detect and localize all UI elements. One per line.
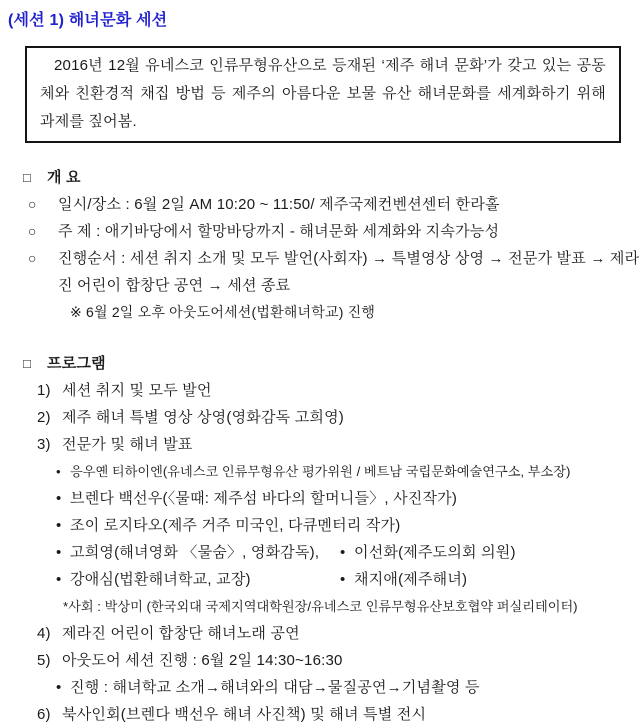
program-item-2: [0, 404, 643, 431]
circle-bullet-icon: ○: [28, 250, 37, 266]
speaker-text: 조이 로지타오(제주 거주 미국인, 다큐멘터리 작가): [70, 517, 401, 534]
dot-bullet-icon: •: [56, 571, 62, 588]
program-item-text: 제주 해녀 특별 영상 상영(영화감독 고희영): [62, 409, 344, 426]
dot-bullet-icon: •: [56, 464, 61, 479]
speaker-item: [340, 566, 467, 593]
moderator-text: *사회 : 박상미 (한국외대 국제지역대학원장/유네스코 인류무형유산보호협약 퍼실리테이터): [63, 599, 578, 614]
overview-heading-label: 개 요: [47, 169, 81, 186]
document-page: [0, 10, 643, 723]
item-number: 1): [37, 382, 51, 399]
overview-item-text: 일시/장소 : 6월 2일 AM 10:20 ~ 11:50/ 제주국제컨벤션센터 한라홀: [58, 196, 500, 213]
square-bullet-icon: □: [23, 356, 32, 371]
dot-bullet-icon: •: [340, 571, 346, 588]
program-heading: [0, 350, 643, 377]
item-number: 4): [37, 625, 51, 642]
program-item-text: 아웃도어 세션 진행 : 6월 2일 14:30~16:30: [62, 652, 343, 669]
summary-box: [25, 46, 621, 143]
overview-item-datetime: [0, 191, 643, 218]
overview-note-text: ※ 6월 2일 오후 아웃도어세션(법환해녀학교) 진행: [70, 304, 376, 320]
overview-item-text: 진행순서 : 세션 취지 소개 및 모두 발언(사회자) → 특별영상 상영 → 전문가 발표 → 제라진 어린이 합창단 공연 → 세션 종료: [58, 250, 640, 294]
program-item-text: 전문가 및 해녀 발표: [62, 436, 193, 453]
overview-item-topic: [0, 218, 643, 245]
overview-item-text: 주 제 : 애기바당에서 할망바당까지 - 해녀문화 세계화와 지속가능성: [58, 223, 500, 240]
speaker-item: [340, 539, 516, 566]
summary-text: 2016년 12월 유네스코 인류무형유산으로 등재된 ‘제주 해녀 문화’가 갖고 있는 공동체와 친환경적 채집 방법 등 제주의 아름다운 보물 유산 해녀문화를 세계화하기 위해 과제를 짚어봄.: [40, 57, 606, 130]
program-item-6: [0, 701, 643, 728]
item-number: 3): [37, 436, 51, 453]
program-item-5-sub: [0, 674, 643, 701]
circle-bullet-icon: ○: [28, 196, 37, 212]
speaker-text: 응우옌 티하이엔(유네스코 인류무형유산 평가위원 / 베트남 국립문화예술연구소, 부소장): [70, 464, 571, 479]
program-item-text: 제라진 어린이 합창단 해녀노래 공연: [62, 625, 300, 642]
program-heading-label: 프로그램: [47, 355, 106, 372]
program-item-5: [0, 647, 643, 674]
program-item-3: [0, 431, 643, 458]
item-number: 6): [37, 706, 51, 723]
speaker-text: 채지애(제주해녀): [354, 571, 468, 588]
speaker-item-row: [0, 539, 643, 566]
page-title: (세션 1) 해녀문화 세션: [8, 12, 168, 29]
square-bullet-icon: □: [23, 170, 32, 185]
circle-bullet-icon: ○: [28, 223, 37, 239]
speaker-item: [0, 458, 643, 485]
moderator-line: [0, 593, 643, 620]
program-item-text: 북사인회(브렌다 백선우 해녀 사진책) 및 해녀 특별 전시: [62, 706, 427, 723]
speaker-item: [0, 485, 643, 512]
dot-bullet-icon: •: [56, 517, 62, 534]
dot-bullet-icon: •: [340, 544, 346, 561]
overview-item-order: [0, 245, 643, 299]
speaker-text: 브렌다 백선우(〈물때: 제주섬 바다의 할머니들〉, 사진작가): [70, 490, 458, 507]
speaker-text: 이선화(제주도의회 의원): [354, 544, 516, 561]
speaker-text: 고희영(해녀영화 〈물숨〉, 영화감독),: [70, 544, 320, 561]
speaker-text: 강애심(법환해녀학교, 교장): [70, 571, 251, 588]
item-number: 2): [37, 409, 51, 426]
dot-bullet-icon: •: [56, 679, 62, 696]
program-item-1: [0, 377, 643, 404]
program-item-4: [0, 620, 643, 647]
speaker-item: [0, 512, 643, 539]
speaker-item-row: [0, 566, 643, 593]
dot-bullet-icon: •: [56, 490, 62, 507]
program-sub-text: 진행 : 해녀학교 소개→해녀와의 대담→물질공연→기념촬영 등: [70, 679, 480, 696]
overview-heading: [0, 164, 643, 191]
dot-bullet-icon: •: [56, 544, 62, 561]
item-number: 5): [37, 652, 51, 669]
program-item-text: 세션 취지 및 모두 발언: [62, 382, 212, 399]
overview-note: [0, 299, 643, 325]
speaker-item: [56, 566, 340, 593]
speaker-item: [56, 539, 340, 566]
